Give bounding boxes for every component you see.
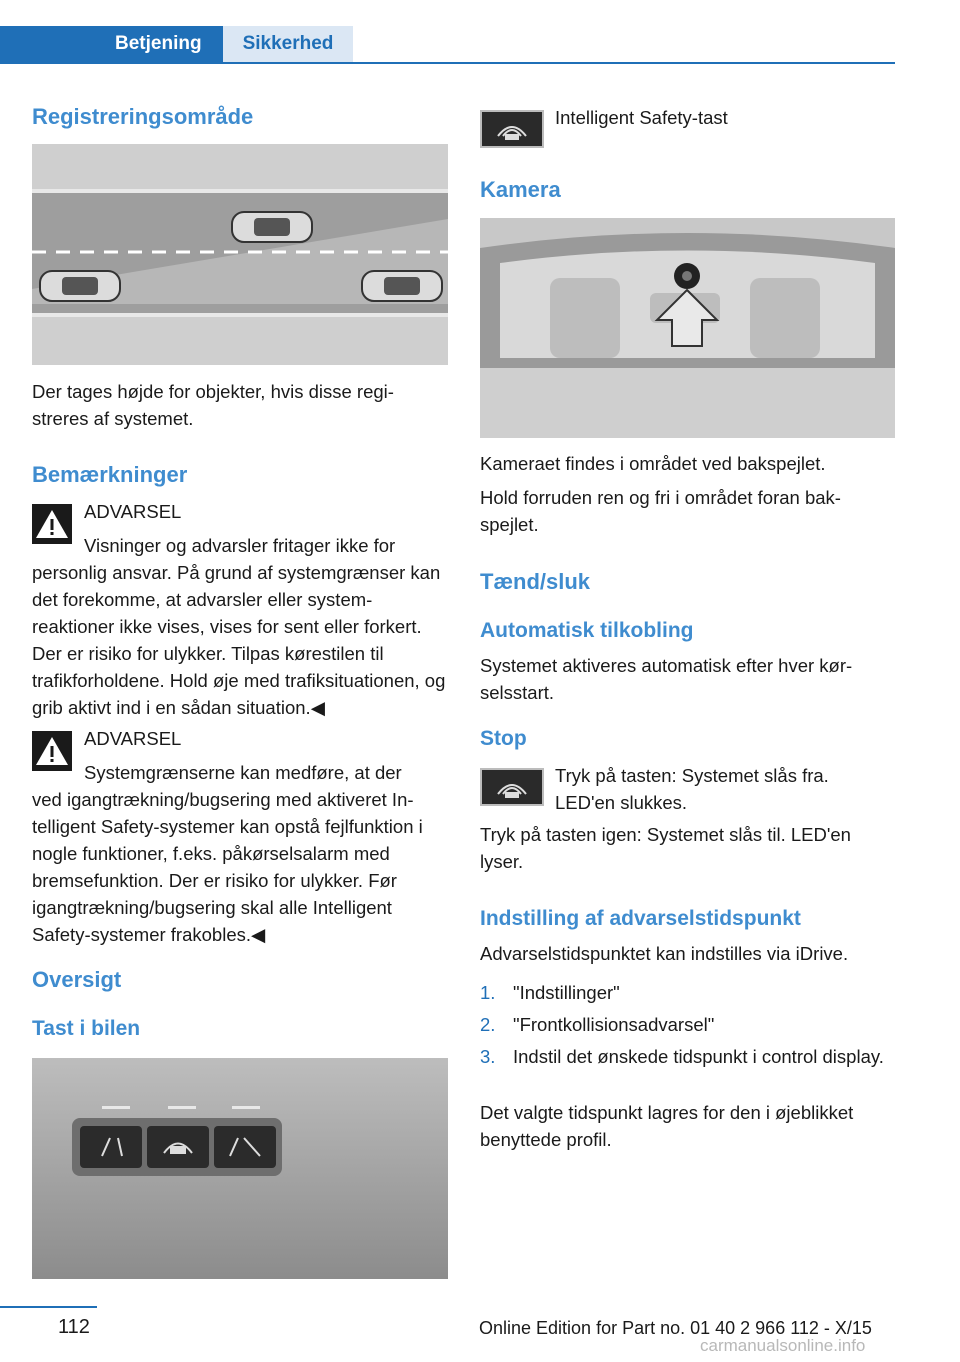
- tab-betjening[interactable]: [0, 26, 223, 62]
- page-number: 112: [58, 1316, 90, 1338]
- warning-triangle-icon: [32, 731, 72, 771]
- list-text: "Frontkollisionsadvarsel": [513, 1014, 715, 1035]
- paragraph-kamera-2: Hold forruden ren og fri i området foran bakspejlet.: [480, 487, 841, 535]
- intelligent-safety-key-icon: [480, 768, 544, 806]
- detection-area-illustration: [32, 144, 448, 365]
- warning2-first-line: Systemgrænserne kan medføre, at der: [84, 762, 402, 783]
- heading-oversigt: Oversigt: [32, 967, 122, 992]
- warning1-first-line: Visninger og advarsler fritager ikke for: [84, 535, 396, 556]
- heading-tast-i-bilen: Tast i bilen: [32, 1017, 141, 1040]
- list-item: [480, 1011, 896, 1041]
- warning1-text: personlig ansvar. På grund af systemgrænser kan det forekomme, at advarsler eller systemreaktioner ikke vises, vises for sent eller forkert. Der er risiko for ulykker. Tilpas kørestilen til trafikforholdene. Hold øje med trafiksituationen, og grib aktivt ind i en sådan situation.◀: [32, 562, 446, 718]
- heading-taend-sluk: Tænd/sluk: [480, 569, 591, 594]
- list-text: "Indstillinger": [513, 982, 620, 1003]
- heading-stop: Stop: [480, 727, 527, 750]
- list-number: 1.: [480, 982, 496, 1003]
- car-left: [40, 271, 120, 301]
- warning2-text: ved igangtrækning/bugsering med aktiveret Intelligent Safety-systemer kan opstå fejlfunktion i nogle funktioner, f.eks. påkørselsalarm med bremsefunktion. Der er risiko for ulykker. Før igangtrækning/bugsering skal alle Intelligent Safety-systemer frakobles.◀: [32, 789, 423, 945]
- list-text: Indstil det ønskede tidspunkt i control display.: [513, 1046, 884, 1067]
- footer-rule: [0, 1306, 97, 1308]
- heading-kamera: Kamera: [480, 177, 561, 202]
- paragraph-registrering: Der tages højde for objekter, hvis disse registreres af systemet.: [32, 381, 394, 429]
- chapter-tab-bar: [0, 26, 895, 64]
- speed-limit-button: [214, 1126, 276, 1168]
- camera-location-illustration: [480, 218, 895, 438]
- intelligent-safety-label: Intelligent Safety-tast: [555, 107, 728, 128]
- list-item: [480, 1043, 896, 1099]
- heading-indstilling: Indstilling af advarselstidspunkt: [480, 907, 801, 930]
- warning-triangle-icon: [32, 504, 72, 544]
- watermark: carmanualsonline.info: [700, 1336, 866, 1355]
- intelligent-safety-key-icon: [480, 110, 544, 148]
- paragraph-gemt: Det valgte tidspunkt lagres for den i øjeblikket benyttede profil.: [480, 1102, 854, 1150]
- warning1-title: ADVARSEL: [84, 501, 182, 522]
- road-diagram: [32, 144, 448, 365]
- list-item: [480, 979, 896, 1009]
- paragraph-indstilling: Advarselstidspunktet kan indstilles via iDrive.: [480, 943, 849, 964]
- button-panel-photo: [32, 1058, 448, 1279]
- heading-registreringsomraade: Registreringsområde: [32, 104, 254, 129]
- stop-line-2: LED'en slukkes.: [555, 792, 688, 813]
- list-number: 3.: [480, 1046, 496, 1067]
- tab-betjening-label: Betjening: [115, 33, 202, 54]
- lane-button: [80, 1126, 142, 1168]
- paragraph-automatisk: Systemet aktiveres automatisk efter hver kørselsstart.: [480, 655, 853, 703]
- stop-line-1: Tryk på tasten: Systemet slås fra.: [555, 765, 829, 786]
- edition-text: Online Edition for Part no. 01 40 2 966 112 - X/15: [479, 1318, 872, 1338]
- tab-sikkerhed[interactable]: Sikkerhed: [223, 26, 353, 62]
- heading-automatisk-tilkobling: Automatisk tilkobling: [480, 619, 694, 642]
- car-front: [232, 212, 312, 242]
- list-number: 2.: [480, 1014, 496, 1035]
- warning2-title: ADVARSEL: [84, 728, 182, 749]
- paragraph-stop: Tryk på tasten igen: Systemet slås til. LED'en lyser.: [480, 824, 851, 872]
- paragraph-kamera-1: Kameraet findes i området ved bakspejlet.: [480, 453, 826, 474]
- heading-bemaerkninger: Bemærkninger: [32, 462, 188, 487]
- car-right: [362, 271, 442, 301]
